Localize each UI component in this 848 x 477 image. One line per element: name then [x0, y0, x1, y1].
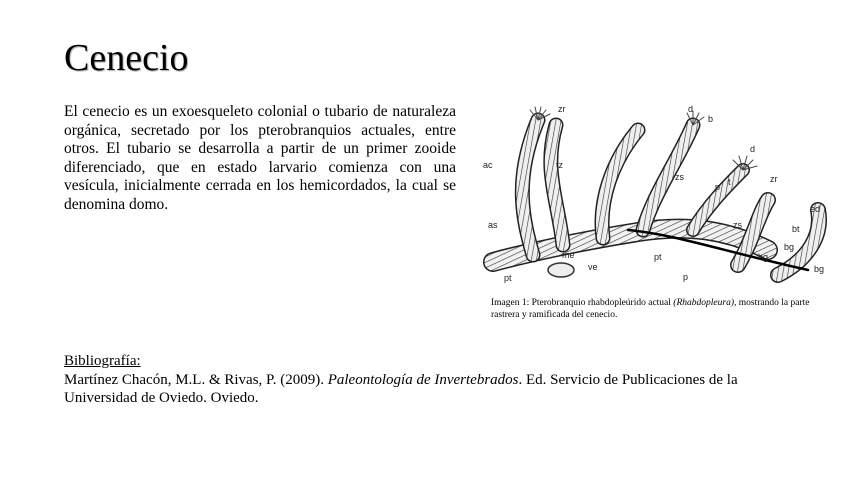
label-zs: zs [733, 220, 742, 230]
label-tz: tz [556, 160, 564, 170]
caption-text: Imagen 1: Pterobranquio rhabdopleúrido actual [491, 298, 674, 308]
label-ac: ac [483, 160, 493, 170]
label-bt: bt [792, 224, 800, 234]
bibliography-heading: Bibliografía: [64, 353, 141, 369]
label-me: me [562, 250, 575, 260]
label-pt: pt [504, 273, 512, 283]
colony-drawing [478, 100, 828, 290]
label-bg: bg [758, 252, 769, 262]
label-as: as [488, 220, 498, 230]
caption-genus: (Rhabdopleura) [673, 298, 734, 308]
label-ed: ed [810, 204, 821, 214]
label-bg: bg [814, 264, 825, 274]
bibliography [64, 352, 794, 408]
figure-caption [491, 297, 831, 321]
body-paragraph: El cenecio es un exoesqueleto colonial o tubario de naturaleza orgánica, secretado por los pterobranquios actuales, entre otros. El tubario se desarrolla a partir de un primer zooide diferenciado, que en estado larvario comienza con una vesícula, inicialmente cerrada en los hemicordados, la cual se denomina domo. [64, 103, 456, 213]
caption-text-end: , mostrando la parte rastrera y ramificada del cenecio. [491, 298, 810, 320]
label-d: d [688, 104, 694, 114]
reference-book-title: Paleontología de Invertebrados [327, 371, 519, 388]
label-p: p [683, 272, 689, 282]
label-zr: zr [770, 174, 778, 184]
reference-authors: Martínez Chacón, M.L. & Rivas, P. (2009). [64, 371, 328, 388]
reference-publisher: . Ed. Servicio de Publicaciones de la Universidad de Oviedo. Oviedo. [64, 371, 738, 406]
label-b: b [708, 114, 714, 124]
label-bg: bg [784, 242, 795, 252]
rhabdopleura-illustration [478, 100, 828, 290]
label-t: t [728, 177, 731, 187]
label-p: p [715, 182, 721, 192]
page-title: Cenecio [64, 37, 189, 79]
label-zr: zr [558, 104, 566, 114]
label-ve: ve [588, 262, 598, 272]
label-d: d [750, 144, 756, 154]
label-zs: zs [675, 172, 684, 182]
label-pt: pt [654, 252, 662, 262]
